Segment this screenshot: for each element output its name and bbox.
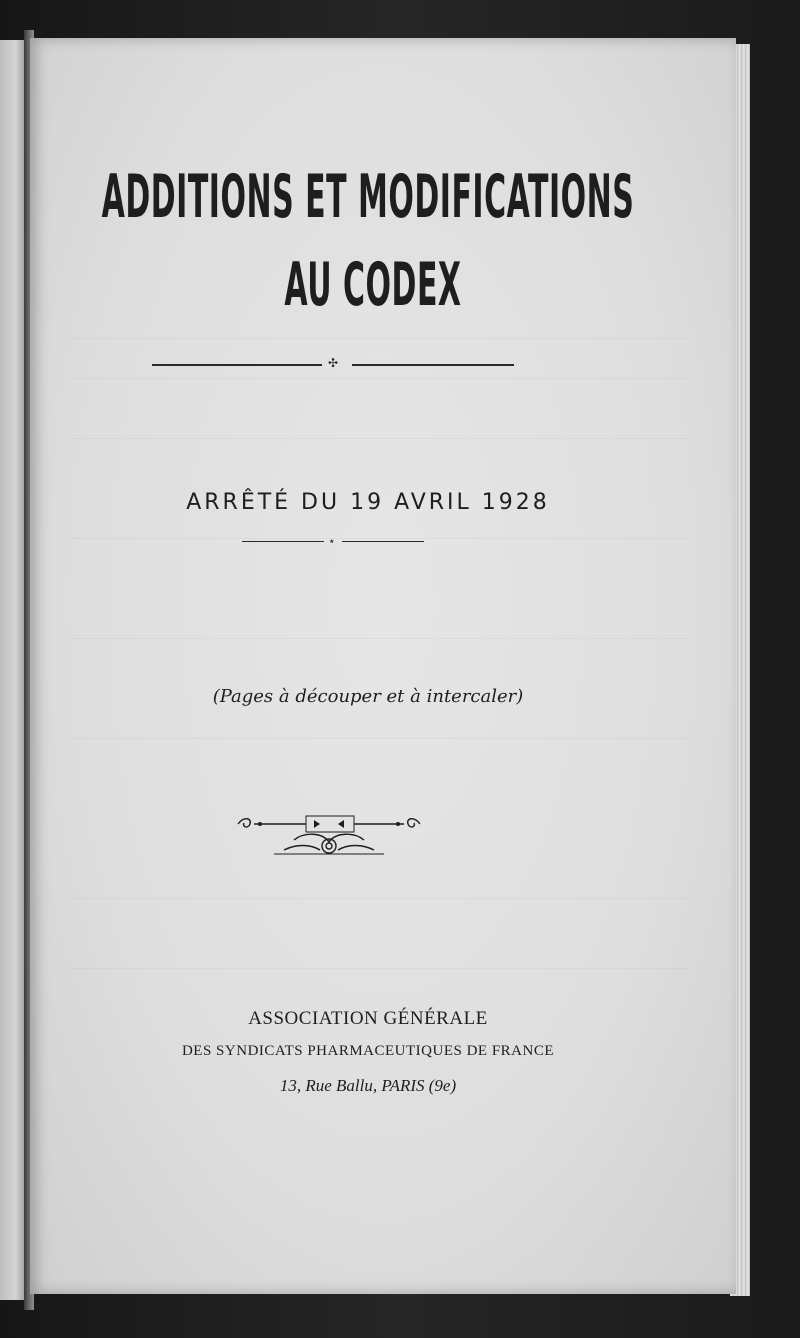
ornamental-rule-top (152, 364, 322, 366)
main-title-line-1: ADDITIONS ET MODIFICATIONS (101, 162, 635, 232)
facing-page-edge (0, 40, 26, 1300)
rule-ornament-top: ✣ (328, 356, 339, 370)
publisher-name: ASSOCIATION GÉNÉRALE (248, 1008, 488, 1029)
decree-date: ARRÊTÉ DU 19 AVRIL 1928 (186, 490, 550, 515)
main-title-line-2: AU CODEX (284, 250, 462, 320)
ornamental-rule-middle-right (342, 541, 424, 542)
cutting-instructions: (Pages à découper et à intercaler) (212, 686, 524, 707)
title-page (30, 38, 736, 1294)
ornamental-rule-middle (242, 541, 324, 542)
rule-ornament-middle: ⋆ (328, 534, 336, 548)
ornamental-rule-top-right (352, 364, 514, 366)
publisher-subtitle: DES SYNDICATS PHARMACEUTIQUES DE FRANCE (181, 1043, 555, 1059)
publisher-address: 13, Rue Ballu, PARIS (9e) (279, 1076, 457, 1095)
printers-vignette (234, 810, 424, 860)
